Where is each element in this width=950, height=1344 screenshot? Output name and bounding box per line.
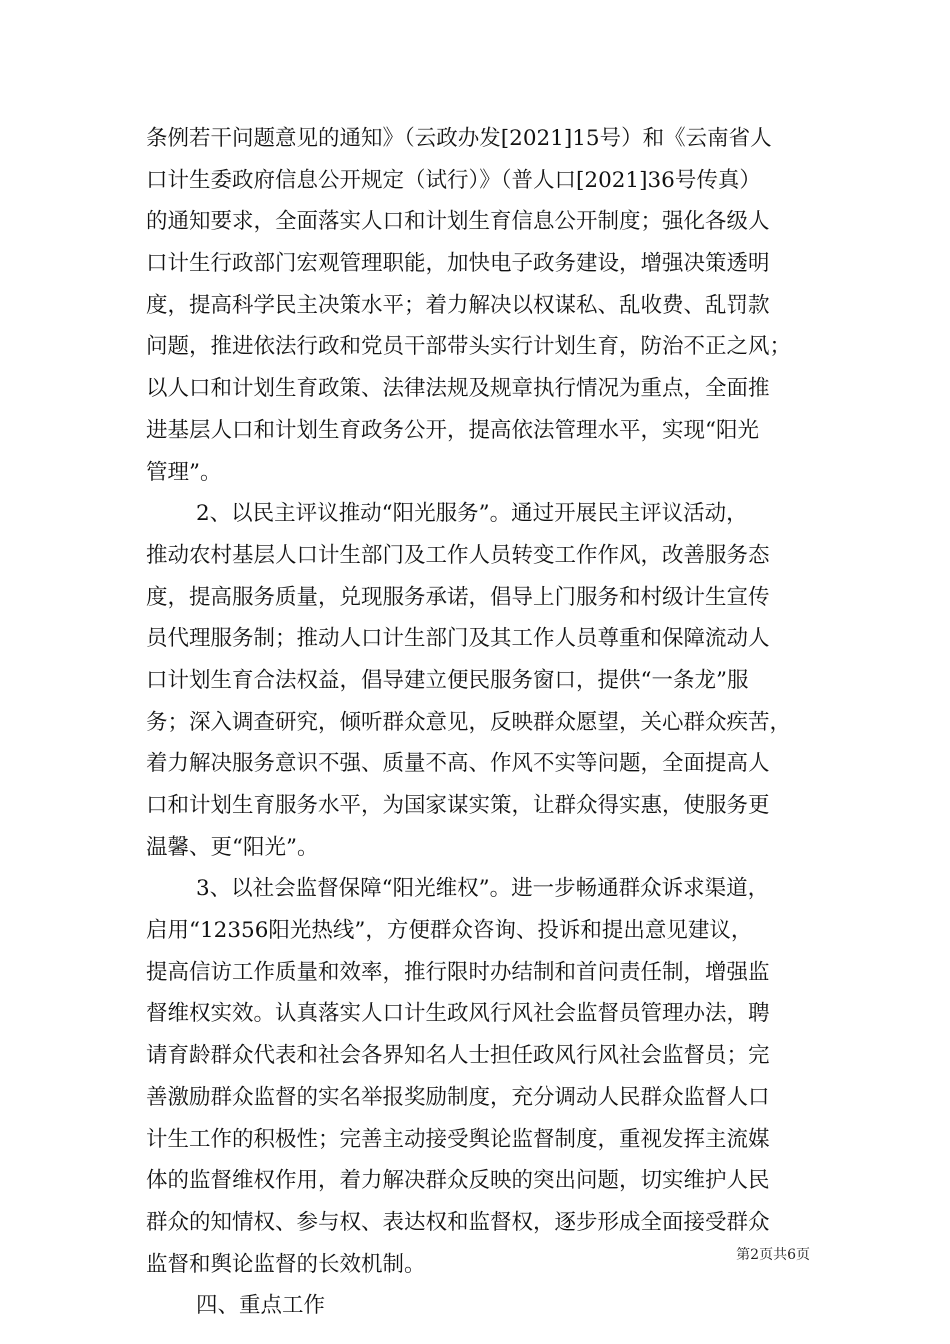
- text-line: 推动农村基层人口计生部门及工作人员转变工作作风，改善服务态: [146, 542, 770, 568]
- text-line: 度，提高服务质量，兑现服务承诺，倡导上门服务和村级计生宣传: [146, 584, 770, 610]
- text-line: 口计划生育合法权益，倡导建立便民服务窗口，提供“一条龙”服: [146, 667, 749, 693]
- text-line: 请育龄群众代表和社会各界知名人士担任政风行风社会监督员；完: [146, 1043, 770, 1069]
- text-line: 提高信访工作质量和效率，推行限时办结制和首问责任制，增强监: [146, 959, 770, 985]
- text-line: 体的监督维权作用，着力解决群众反映的突出问题，切实维护人民: [146, 1168, 770, 1194]
- text-line: 善激励群众监督的实名举报奖励制度，充分调动人民群众监督人口: [146, 1084, 770, 1110]
- text-line: 进基层人口和计划生育政务公开，提高依法管理水平，实现“阳光: [146, 417, 759, 443]
- document-body: [146, 118, 816, 1327]
- text-line: 着力解决服务意识不强、质量不高、作风不实等问题，全面提高人: [146, 751, 770, 777]
- text-line: 启用“12356阳光热线”，方便群众咨询、投诉和提出意见建议，: [146, 918, 753, 944]
- page-number-footer: 第2页共6页: [736, 1247, 810, 1263]
- text-line: 务；深入调查研究，倾听群众意见，反映群众愿望，关心群众疾苦，: [146, 709, 792, 735]
- text-line: 口计生委政府信息公开规定（试行）》（普人口[2021]36号传真）: [146, 167, 761, 193]
- text-line: 管理”。: [146, 459, 222, 485]
- text-line: 群众的知情权、参与权、表达权和监督权，逐步形成全面接受群众: [146, 1209, 770, 1235]
- text-line: 员代理服务制；推动人口计生部门及其工作人员尊重和保障流动人: [146, 626, 770, 652]
- text-line: 的通知要求，全面落实人口和计划生育信息公开制度；强化各级人: [146, 209, 770, 235]
- text-line: 问题，推进依法行政和党员干部带头实行计划生育，防治不正之风；: [146, 334, 792, 360]
- text-line: 温馨、更“阳光”。: [146, 834, 319, 860]
- paragraph-start-line: 2、以民主评议推动“阳光服务”。通过开展民主评议活动，: [196, 501, 748, 527]
- text-line: 计生工作的积极性；完善主动接受舆论监督制度，重视发挥主流媒: [146, 1126, 770, 1152]
- text-line: 监督和舆论监督的长效机制。: [146, 1251, 426, 1277]
- text-line: 度，提高科学民主决策水平；着力解决以权谋私、乱收费、乱罚款: [146, 292, 770, 318]
- section-heading: 四、重点工作: [196, 1293, 326, 1319]
- text-line: 口和计划生育服务水平，为国家谋实策，让群众得实惠，使服务更: [146, 793, 770, 818]
- text-line: 条例若干问题意见的通知》（云政办发[2021]15号）和《云南省人: [146, 126, 772, 151]
- text-line: 以人口和计划生育政策、法律法规及规章执行情况为重点，全面推: [146, 376, 770, 402]
- text-line: 督维权实效。认真落实人口计生政风行风社会监督员管理办法，聘: [146, 1001, 770, 1027]
- text-line: 口计生行政部门宏观管理职能，加快电子政务建设，增强决策透明: [146, 251, 770, 277]
- paragraph-start-line: 3、以社会监督保障“阳光维权”。进一步畅通群众诉求渠道，: [196, 876, 770, 902]
